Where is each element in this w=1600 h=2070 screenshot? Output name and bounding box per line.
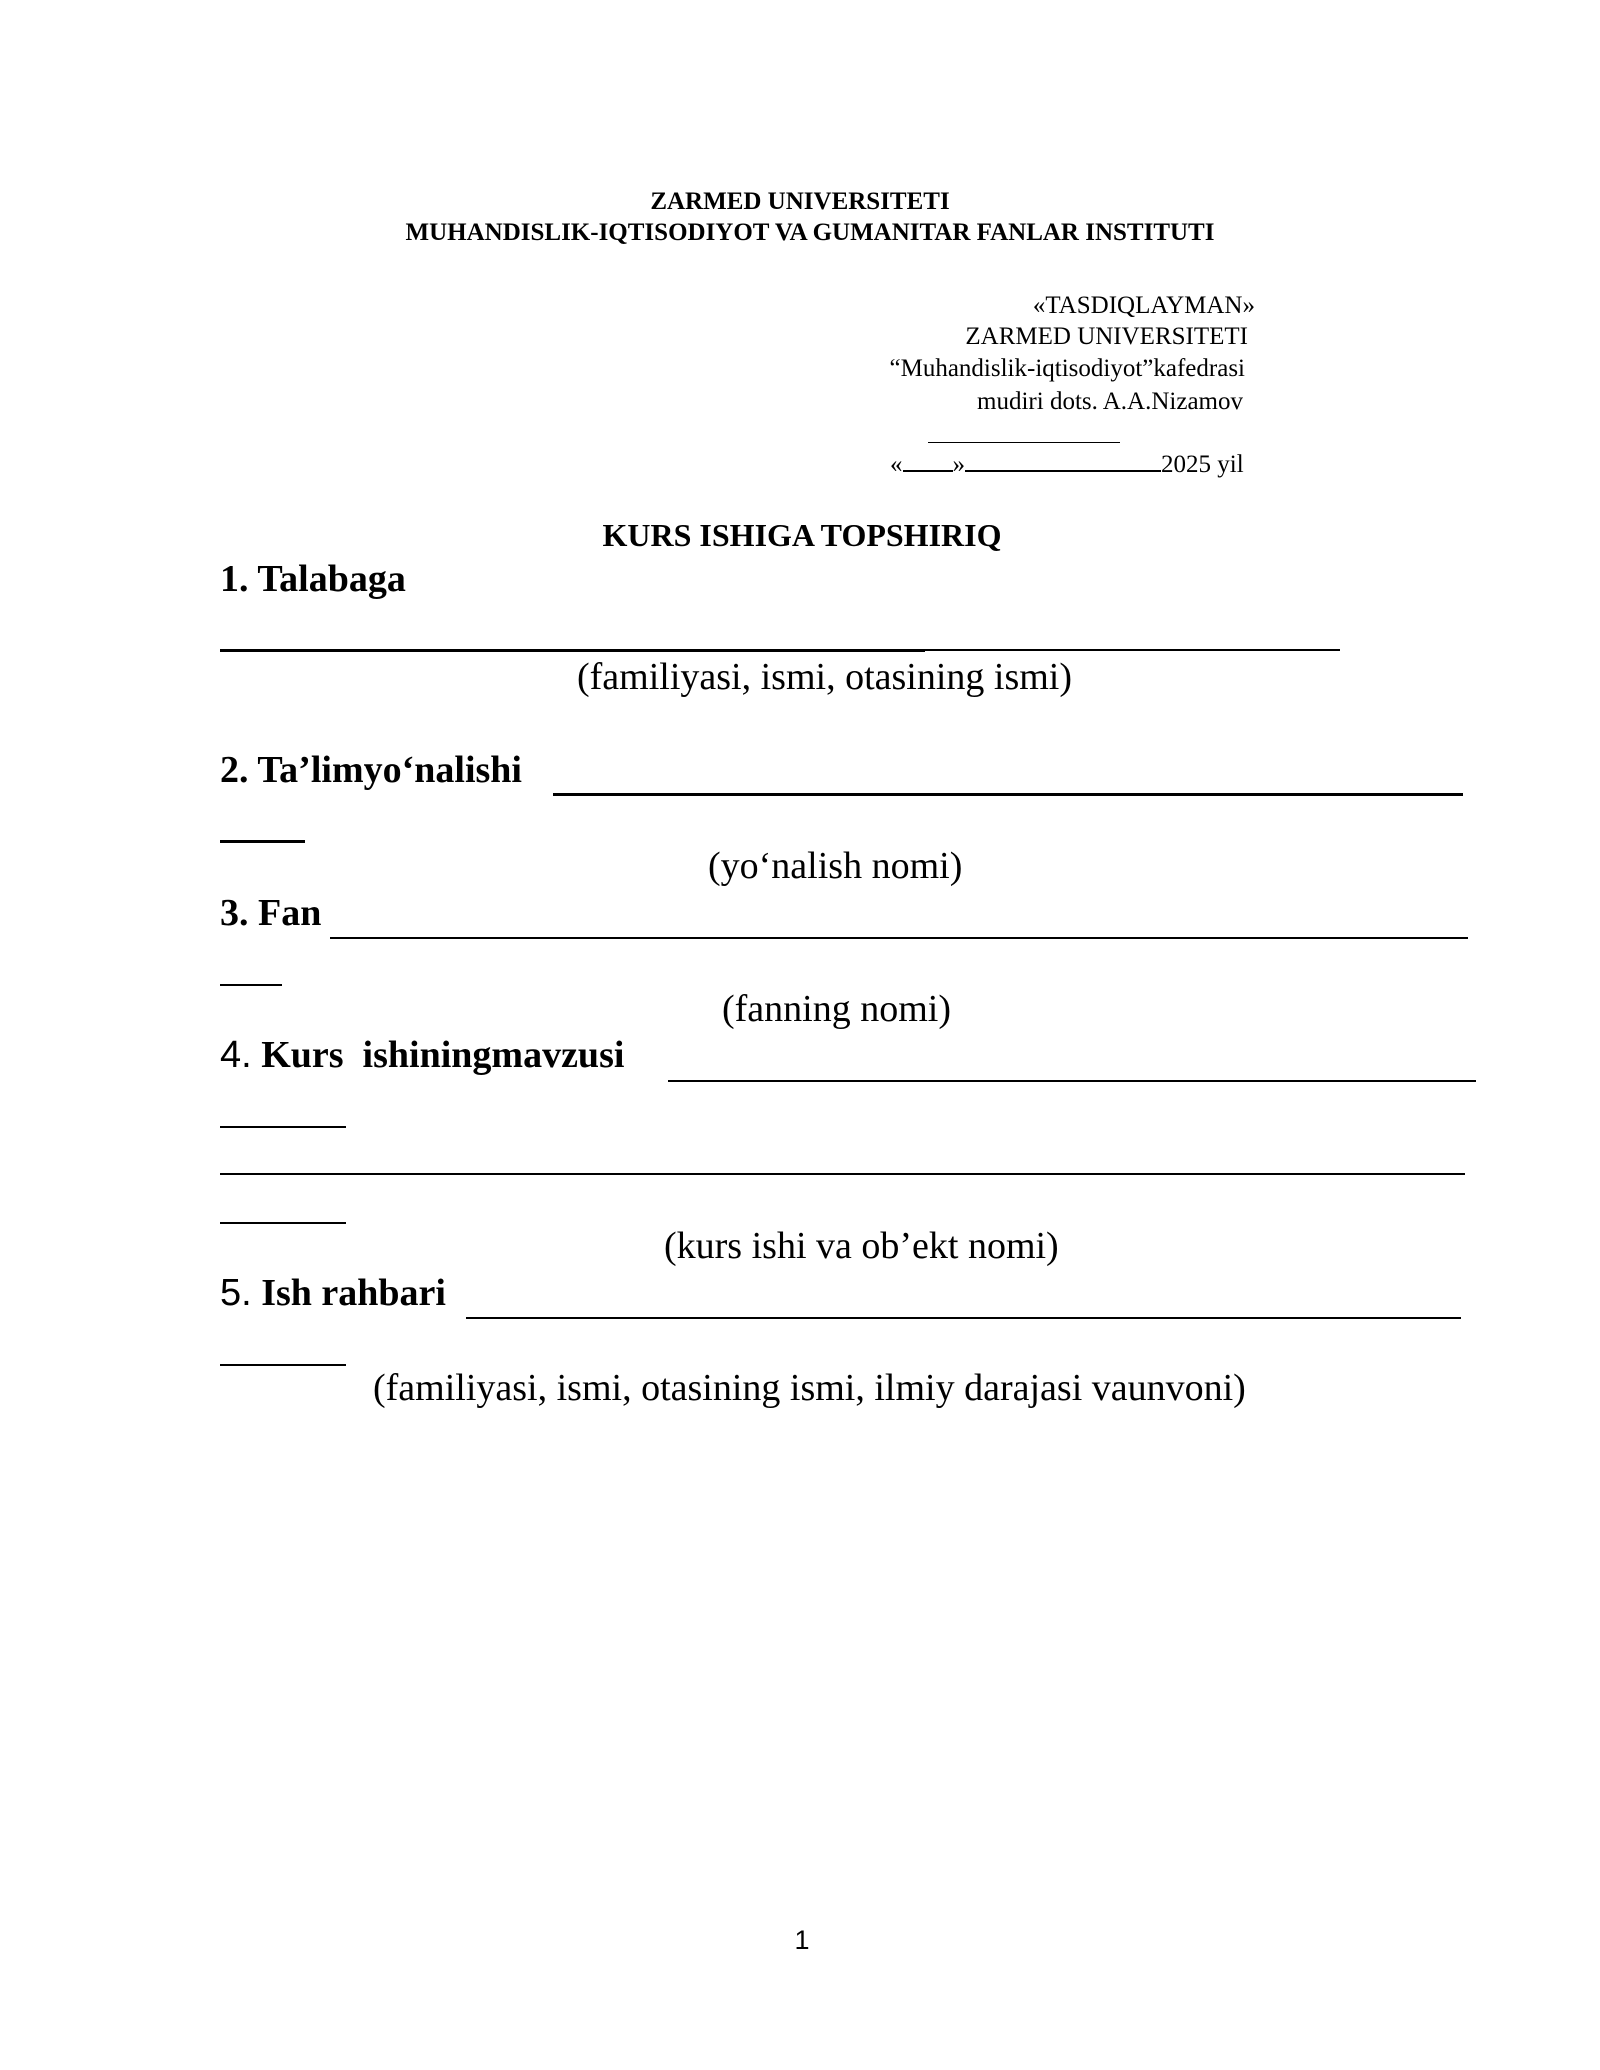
subject-line [330,937,1468,939]
month-blank [965,448,1161,472]
subject-label: 3. Fan [220,892,322,934]
student-caption: (familiyasi, ismi, otasining ismi) [577,656,1073,698]
subject-caption: (fanning nomi) [722,988,952,1030]
direction-line-continued [220,840,305,843]
supervisor-label-text: Ish rahbari [261,1272,446,1314]
direction-caption: (yo‘nalish nomi) [708,845,963,887]
student-line [925,649,1340,651]
supervisor-line [466,1317,1461,1319]
topic-line-2-continued [220,1222,346,1224]
student-label: 1. Talabaga [220,558,406,600]
date-close-quote: » [952,451,965,478]
approval-university: ZARMED UNIVERSITETI [965,323,1248,350]
institute-name: MUHANDISLIK-IQTISODIYOT VA GUMANITAR FANLAR INSTITUTI [405,219,1215,246]
student-line-bold [220,649,925,652]
supervisor-line-continued [220,1364,346,1366]
university-name: ZARMED UNIVERSITETI [650,188,950,215]
signature-line [928,442,1120,443]
topic-line [668,1080,1476,1082]
document-title: KURS ISHIGA TOPSHIRIQ [602,517,1002,553]
topic-label-text: Kurs ishiningmavzusi [261,1034,625,1076]
date-year: 2025 yil [1161,451,1244,478]
approval-date [890,448,1244,481]
subject-line-continued [220,984,282,986]
day-blank [903,448,953,472]
supervisor-label [220,1271,446,1315]
supervisor-caption: (familiyasi, ismi, otasining ismi, ilmiy darajasi vaunvoni) [373,1367,1246,1409]
topic-line-continued [220,1126,346,1128]
direction-label: 2. Ta’limyo‘nalishi [220,749,522,791]
direction-line [553,793,1463,796]
topic-label [220,1033,624,1077]
topic-line-2 [220,1173,1465,1175]
page-number: 1 [794,1925,810,1955]
approval-head: mudiri dots. A.A.Nizamov [977,388,1243,415]
topic-caption: (kurs ishi va ob’ekt nomi) [664,1225,1059,1267]
approval-department: “Muhandislik-iqtisodiyot”kafedrasi [889,355,1245,382]
topic-number: 4. [220,1034,252,1076]
supervisor-number: 5. [220,1272,252,1314]
approval-title: «TASDIQLAYMAN» [1032,292,1255,319]
date-open-quote: « [890,451,903,478]
